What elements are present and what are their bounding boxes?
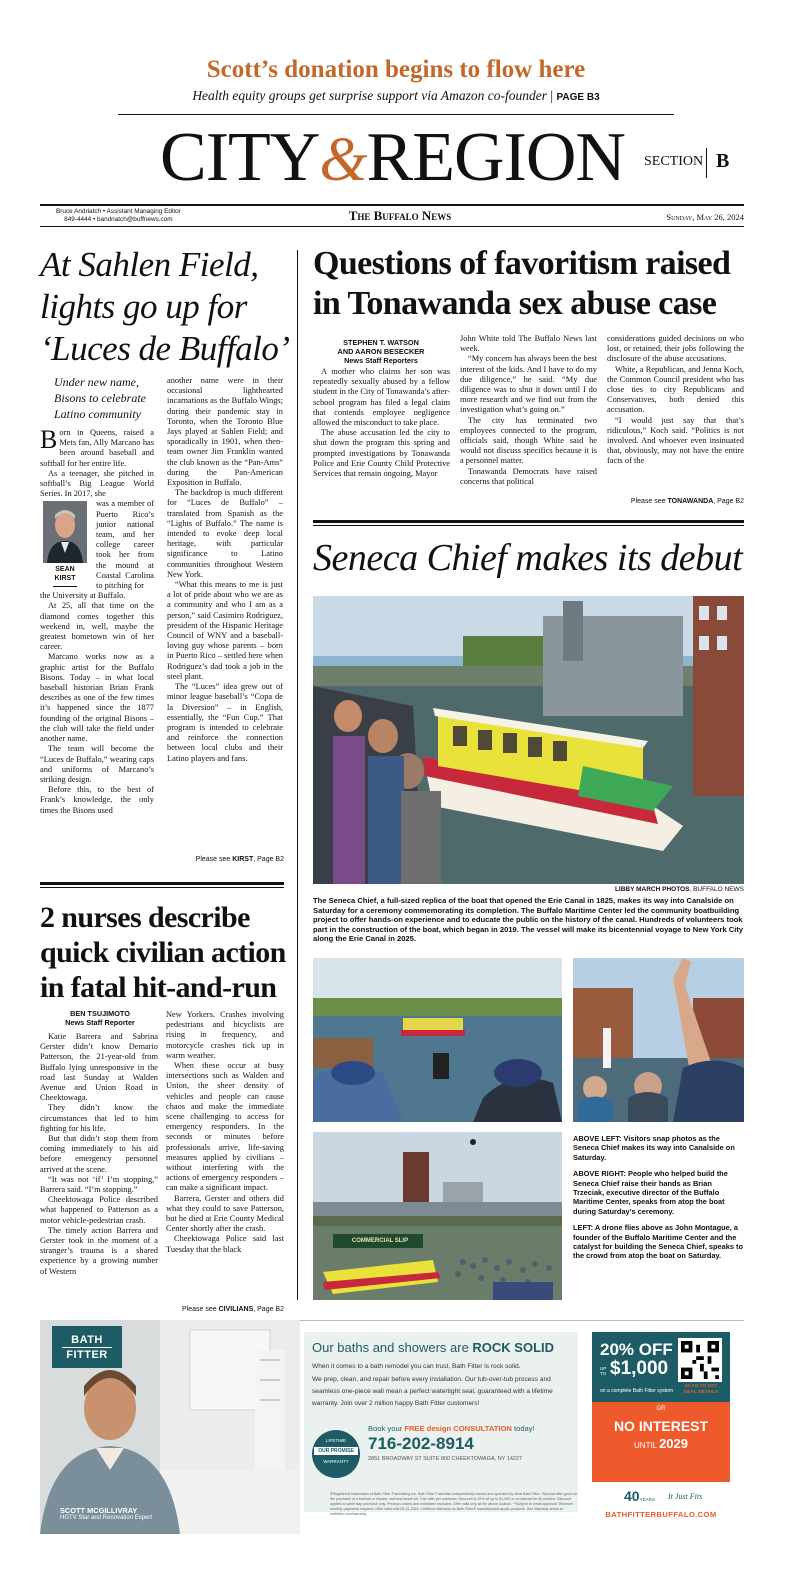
masthead-rule-top xyxy=(40,204,744,206)
nurses-column-2 xyxy=(166,1010,284,1255)
masthead-ampersand: & xyxy=(319,126,367,194)
editor-line-2: 849-4444 • bandriatch@buffnews.com xyxy=(64,216,173,223)
spokesperson-name: SCOTT MCGILLIVRAY xyxy=(60,1506,138,1515)
photo-credit-org: , BUFFALO NEWS xyxy=(689,886,744,893)
columnist-portrait xyxy=(43,501,87,563)
warranty-seal xyxy=(312,1430,360,1478)
sahlen-column-2 xyxy=(167,376,283,764)
section-letter: B xyxy=(716,150,730,172)
sahlen-deck: Under new name, Bisons to celebrate Latino community xyxy=(54,375,146,421)
nurses-byline-title: News Staff Reporter xyxy=(65,1018,135,1027)
ad-phone[interactable]: 716-202-8914 xyxy=(368,1434,474,1453)
sahlen-column-1 xyxy=(40,425,154,816)
issue-date: Sunday, May 26, 2024 xyxy=(666,212,744,222)
offer-percent: 20% OFF xyxy=(600,1340,673,1359)
sahlen-p2: As a teenager, she pitched in softball’s Big League World Series. In 2017, she xyxy=(40,468,154,499)
offer-up-to: UP TO xyxy=(600,1366,607,1376)
editor-line-1: Bruce Andriatch • Assistant Managing Editor xyxy=(56,208,181,215)
tonawanda-jump[interactable] xyxy=(600,498,744,505)
nurses-c1-p1: Katie Barrera and Sabrina Gerster didn’t know Demario Patterson, the 21-year-old from Buffalo lying unresponsive in the road last Sunday at Walden Avenue and Union Road in Cheektowaga. xyxy=(40,1032,158,1103)
tonawanda-c2-p1: John White told The Buffalo News last week. xyxy=(460,334,597,354)
tonawanda-c3-p1: considerations guided decisions on who lost, or retained, their jobs following the disclosure of the abuse accusations. xyxy=(607,334,744,364)
ad-address: 2851 BROADWAY ST SUITE 800 CHEEKTOWAGA, NY 14227 xyxy=(368,1456,523,1462)
commercial-slip-sign: COMMERCIAL SLIP xyxy=(351,1238,409,1244)
teaser-subhead: Health equity groups get surprise support via Amazon co-founder xyxy=(192,88,548,103)
editor-credit xyxy=(56,208,181,224)
nurses-c1-p4: “It was not ‘if’ I’m stopping,” Barrera said. “I’m stopping.” xyxy=(40,1174,158,1195)
ad-body-2: We prep, clean, and repair before every installation. Our tub-over-tub process and seamless one-piece wall mean a perfect watertight seal, guaranteed with a lifetime warranty. Join over 2 million happy Bath Fitter customers! xyxy=(312,1376,553,1407)
paper-name[interactable]: The Buffalo News xyxy=(348,208,452,223)
seneca-photo-left[interactable] xyxy=(313,958,562,1122)
tonawanda-c3-p2: White, a Republican, and Jenna Koch, the Common Council president who has close ties to city Republicans and Conservatives, both denied this accusation. xyxy=(607,364,744,415)
caption-left: LEFT: A drone flies above as John Montague, a founder of the Buffalo Maritime Center and the catalyst for building the Seneca Chief, speaks to the crowd from atop the boat on Saturday. xyxy=(573,1223,744,1261)
tonawanda-c1-p1: A mother who claims her son was repeatedly sexually abused by a fellow student in the City of Tonawanda’s after-school program has filed a legal claim that contends employee negligence allowed the misconduct to take place. xyxy=(313,367,450,428)
jump-page: , Page B2 xyxy=(253,1306,284,1313)
ad-info-panel xyxy=(304,1332,578,1512)
nurses-c2-p2: When these occur at busy intersections such as Walden and Union, the sheer density of vehicles and people can cause chaos and make the immediate scene challenging to access for emergency responders. In the seconds or minutes before professionals arrive, life-saving measures applied by civilians – without interfering with the actions of emergency responders – can make a significant impact. xyxy=(166,1061,284,1193)
nurses-headline[interactable]: 2 nurses describe quick civilian action in fatal hit-and-run xyxy=(40,901,286,1004)
columnist-block xyxy=(40,501,90,587)
drone-photo-image xyxy=(313,1132,562,1300)
photo-credit-name: LIBBY MARCH PHOTOS xyxy=(614,886,690,893)
qr-code-icon xyxy=(681,1341,719,1379)
ad-logo[interactable] xyxy=(52,1326,122,1368)
nurses-byline-name: BEN TSUJIMOTO xyxy=(70,1009,130,1018)
sahlen-c2-p2: The backdrop is much different for “Luces de Buffalo” – translated from Spanish as the “Lights of Buffalo.” The name is intended to evoke deep local heritage, with particular significance to Latino communities throughout Western New York. xyxy=(167,488,283,579)
columnist-photo xyxy=(43,501,87,563)
sahlen-p8: Before this, to the best of Frank’s knowledge, the only times the Bisons used xyxy=(40,785,154,815)
nurses-c1-p5: Cheektowaga Police described what happened to Patterson as a motor vehicle-pedestrian crash. xyxy=(40,1195,158,1225)
jump-key: CIVILIANS xyxy=(218,1306,254,1313)
ad-body-1: When it comes to a bath remodel you can trust, Bath Fitter is rock solid. xyxy=(312,1363,521,1370)
caption-above-left: ABOVE LEFT: Visitors snap photos as the Seneca Chief makes its way into Canalside on Saturday. xyxy=(573,1134,735,1162)
spokesperson-title: HGTV Star and Renovation Expert xyxy=(60,1515,153,1521)
visitors-photo-image xyxy=(313,958,562,1122)
jump-key: TONAWANDA xyxy=(667,498,714,505)
tonawanda-c1-p2: The abuse accusation led the city to shut down the program this spring and prompted investigations by Tonawanda Police and Erie County Child Protective Services that remain ongoing, Mayor xyxy=(313,428,450,479)
tonawanda-byline-name-2: AND AARON BESECKER xyxy=(337,347,425,356)
seneca-main-caption: The Seneca Chief, a full-sized replica of the boat that opened the Erie Canal in 1825, makes its way into Canalside on Saturday for a ceremony commemorating its completion. The Buffalo Maritime Center led the community boatbuilding project to offer hands-on experience and to educate the public on the history of the canal. Hundreds of volunteers took part in the construction of the boat, which began in 2019. The vessel will make its bicentennial voyage to New York City along the Erie Canal in 2025. xyxy=(313,896,744,944)
nurses-c1-p3: But that didn’t stop them from coming immediately to his aid before emergency personnel arrived at the scene. xyxy=(40,1134,158,1174)
tonawanda-c2-p2: “My concern has always been the best interest of the kids. And I have to do my due diligence,” he said. “My due diligence was to shut it down until I do more research and we find out from the investigation what’s going on.” xyxy=(460,354,597,415)
masthead-region: REGION xyxy=(366,119,625,196)
caption-above-right: ABOVE RIGHT: People who helped build the Seneca Chief raise their hands as Brian Trzeciak, executive director of the Buffalo Maritime Center, speaks from atop the boat during Saturday’s ceremony. xyxy=(573,1169,728,1216)
sahlen-c2-p4: The “Luces” idea grew out of minor league baseball’s “Copa de la Diversion” – in English, essentially, the “Fun Cup.” That program is intended to celebrate and reinforce the connection between local clubs and their Latino players and fans. xyxy=(167,682,283,763)
column-divider xyxy=(297,250,298,1300)
teaser-subhead-line: Health equity groups get surprise support via Amazon co-founder | PAGE B3 xyxy=(192,88,600,103)
seneca-photo-bottom[interactable] xyxy=(313,1132,562,1300)
raised-hands-photo-image xyxy=(573,958,744,1122)
tonawanda-c3-p3: “I would just say that that’s ridiculous,” Koch said. “Politics is not involved. And whoever even insinuated that, obviously, may not have the entire facts of the xyxy=(607,415,744,466)
columnist-name: SEAN KIRST xyxy=(54,566,76,582)
offer-subtext: on a complete Bath Fitter system xyxy=(600,1388,674,1394)
sahlen-c2-p1: another name were in their occasional lighthearted incarnations as the Buffalo Wings; during their pandemic stay in Toronto, when the Toronto Blue Jays played at Sahlen Field; and sporadically in 1901, when then-team owner Jim Franklin wanted the club known as the “Pan-Ams” during the Pan-American Exposition in Buffalo. xyxy=(167,376,283,488)
masthead-title xyxy=(160,118,630,198)
offer-or: OR xyxy=(656,1406,666,1412)
tonawanda-c2-p3: The city has terminated two employees connected to the program, officials said, though White said he would not discuss specifics because it is a personnel matter. xyxy=(460,415,597,466)
masthead-city: CITY xyxy=(160,119,320,196)
nurses-c1-p6: The timely action Barrera and Gerster took in the moment of a stranger’s trauma is a shared experience by a growing number of Western xyxy=(40,1225,158,1276)
ad-logo-line-2: FITTER xyxy=(62,1347,112,1362)
jump-prefix: Please see xyxy=(182,1306,219,1313)
ad-logo-line-1: BATH xyxy=(71,1334,103,1346)
tonawanda-column-2 xyxy=(460,334,597,487)
until-line: UNTIL 2029 xyxy=(634,1436,688,1451)
nurses-c2-p3: Barrera, Gerster and others did what they could to save Patterson, but he died at Erie County Medical Center shortly after the crash. xyxy=(166,1193,284,1234)
offer-amount: $1,000 xyxy=(610,1358,669,1379)
seneca-rule xyxy=(313,520,744,523)
ad-tagline: It Just Fits xyxy=(668,1492,703,1501)
seal-middle: OUR PROMISE xyxy=(314,1447,358,1455)
nurses-jump[interactable] xyxy=(160,1306,284,1313)
sahlen-dropcap-paragraph xyxy=(40,425,154,469)
tonawanda-c2-p4: Tonawanda Democrats have raised concerns that political xyxy=(460,466,597,486)
teaser-divider xyxy=(118,114,674,115)
jump-page: , Page B2 xyxy=(713,498,744,505)
anniversary-label: YEARS xyxy=(639,1497,655,1502)
sahlen-p6: Marcano works now as a graphic artist for the Buffalo Bisons. Today – in what local baseball historian Brian Frank describes as one of the few times it’s happened since the 1877 founding of the original Bisons – the club will take the field under another name. xyxy=(40,652,154,744)
seneca-headline[interactable]: Seneca Chief makes its debut xyxy=(313,537,743,579)
jump-page: , Page B2 xyxy=(253,856,284,863)
tonawanda-column-3 xyxy=(607,334,744,467)
sahlen-jump[interactable] xyxy=(160,856,284,863)
anniversary-number: 40 xyxy=(624,1488,640,1504)
nurses-c2-p1: New Yorkers. Crashes involving pedestrians and bicyclists are rising in frequency, and motorcycle crashes tick up in warm weather. xyxy=(166,1010,284,1060)
bath-fitter-ad[interactable] xyxy=(40,1320,744,1534)
tonawanda-byline xyxy=(313,338,449,365)
sahlen-p7: The team will become the “Luces de Buffalo,” wearing caps and uniforms of Marcano’s striking design. xyxy=(40,744,154,784)
sahlen-headline[interactable]: At Sahlen Field, lights go up for ‘Luces de Buffalo’ xyxy=(40,245,290,368)
ad-website[interactable]: BATHFITTERBUFFALO.COM xyxy=(605,1510,717,1519)
jump-key: KIRST xyxy=(232,856,254,863)
ad-fine-print: ®Registered trademarks of Bath Fitter Franchising Inc. Bath Fitter Franchise independently owned and operated by Ideal Bath Fitter. *Special offer good on the purchase of a bathtub or shower, wall and faucet kit. One offer per customer. Discount is 20% off up to $1,000 or no interest for 60 months. Discount applies to same day purchase only. Previous orders and estimates excluded. Offer valid only at the above location. **Subject to credit approval. Minimum monthly payments required. Offer valid until 05-31-2024. †Lifetime Warranty on Bath Fitter® manufactured acrylic products. See Warranty terms at bathfitter.com/warranty. xyxy=(330,1492,577,1516)
sahlen-p3: was a member of Puerto Rico’s junior national team, and her college career took her from the mound at Coastal Carolina to pitching for xyxy=(96,499,154,591)
nurses-byline xyxy=(40,1009,160,1027)
section-label: SECTION xyxy=(644,154,704,169)
scan-label: SCAN TO GET DEAL DETAILS xyxy=(683,1384,719,1395)
teaser-headline[interactable]: Scott’s donation begins to flow here xyxy=(206,56,586,83)
sahlen-p4: the University at Buffalo. xyxy=(40,591,126,601)
seneca-boat-image xyxy=(313,596,744,884)
seal-top: LIFETIME xyxy=(325,1438,347,1443)
ad-book-line: Book your FREE design CONSULTATION today! xyxy=(368,1424,535,1433)
tonawanda-byline-name-1: STEPHEN T. WATSON xyxy=(343,338,419,347)
sahlen-p5: At 25, all that time on the diamond comes together this weekend in, well, maybe the greatest hometown win of her career. xyxy=(40,601,154,652)
nurses-c2-p4: Cheektowaga Police said last Tuesday that the black xyxy=(166,1234,284,1254)
anniversary-badge xyxy=(624,1488,655,1506)
tonawanda-byline-title: News Staff Reporters xyxy=(344,356,418,365)
photo-credit xyxy=(313,886,744,893)
jump-prefix: Please see xyxy=(195,856,233,863)
seneca-side-captions xyxy=(573,1134,744,1261)
section-divider xyxy=(706,148,707,178)
drop-cap: B xyxy=(40,425,58,454)
nurses-rule xyxy=(40,882,284,885)
no-interest: NO INTEREST xyxy=(613,1418,709,1434)
qr-code[interactable] xyxy=(678,1338,722,1382)
ad-spokesperson xyxy=(60,1506,152,1521)
tonawanda-headline[interactable]: Questions of favoritism raised in Tonawanda sex abuse case xyxy=(313,245,731,322)
tonawanda-column-1 xyxy=(313,367,450,479)
sahlen-c2-p3: “What this means to me is just a lot of pride about who we are as a community and who I am as a person,” said Casimiro Rodriguez, president of the Hispanic Heritage Council of WNY and a baseball-loving guy whose parents – born in Puerto Rico – settled here when Rodriguez’s dad took a job in the steel plant. xyxy=(167,580,283,681)
seal-bottom: WARRANTY xyxy=(323,1459,349,1464)
jump-prefix: Please see xyxy=(630,498,668,505)
seneca-photo-right[interactable] xyxy=(573,958,744,1122)
seneca-main-photo[interactable] xyxy=(313,596,744,884)
masthead-rule-bottom xyxy=(40,226,744,227)
nurses-c1-p2: They didn’t know the circumstances that led to him fighting for his life. xyxy=(40,1103,158,1133)
nurses-column-1 xyxy=(40,1032,158,1277)
ad-headline: Our baths and showers are ROCK SOLID xyxy=(312,1340,555,1355)
sahlen-lead: orn in Queens, raised a Mets fan, Ally Marcano has been around baseball and softball for her entire life. xyxy=(40,428,154,468)
ad-offer-panel[interactable] xyxy=(592,1332,730,1482)
teaser-page-ref: PAGE B3 xyxy=(556,92,600,103)
